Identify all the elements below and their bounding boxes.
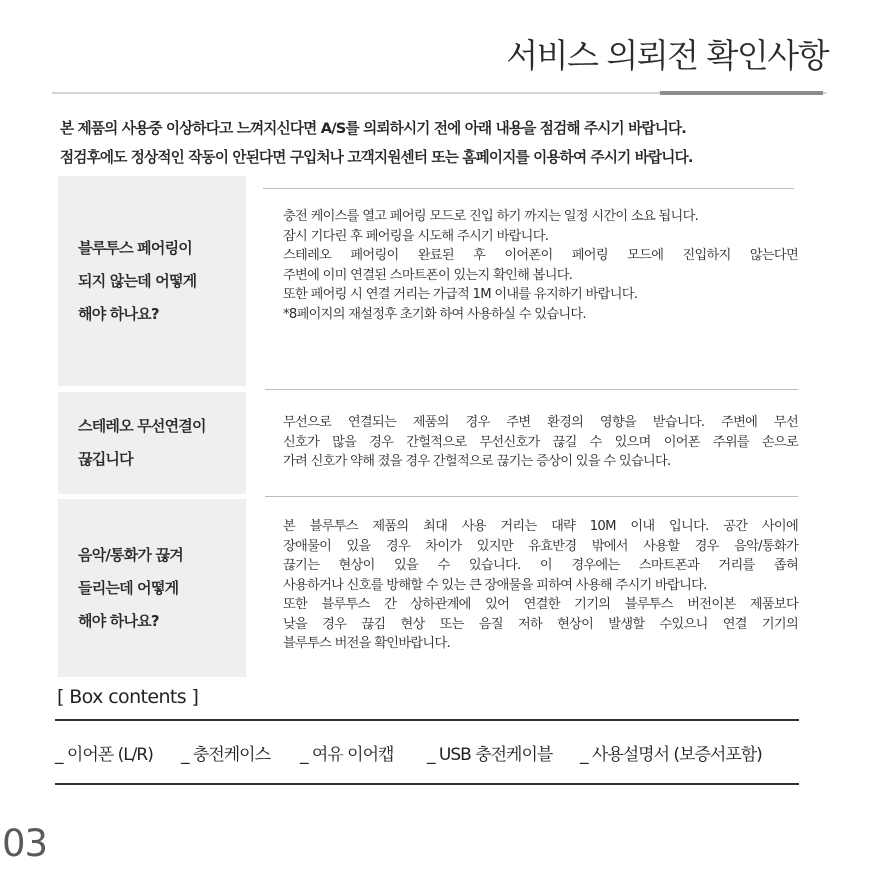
box-item-charging-case: _ 충전케이스 [181,745,271,765]
faq-question-pairing [58,176,246,386]
faq-question-audio [58,499,246,677]
box-item-spare-eartips: _ 여유 이어캡 [300,745,394,765]
answer-line: 끊기는 현상이 있을 수 있습니다. 이 경우에는 스마트폰과 거리를 좁혀 [283,558,798,573]
question-line: 해야 하나요? [78,304,159,323]
answer-divider [265,496,798,497]
question-line: 음악/통화가 끊겨 [78,545,183,564]
question-line: 해야 하나요? [78,611,159,630]
answer-divider [263,188,794,189]
answer-line: 블루투스 버전을 확인바랍니다. [283,636,450,651]
faq-answer-pairing [283,207,798,324]
answer-divider [265,389,798,390]
question-line: 되지 않는데 어떻게 [78,271,197,290]
box-contents-bottom-rule [55,783,799,785]
answer-line: 충전 케이스를 열고 페어링 모드로 진입 하기 까지는 일정 시간이 소요 됩니다. [283,209,699,224]
box-item-earphones: _ 이어폰 (L/R) [55,745,153,765]
question-line: 들리는데 어떻게 [78,578,179,597]
intro-line: 점검후에도 정상적인 작동이 안된다면 구입처나 고객지원센터 또는 홈페이지를 이용하여 주시기 바랍니다. [60,149,693,166]
box-item-manual: _ 사용설명서 (보증서포함) [580,745,762,765]
box-contents-list [55,740,799,768]
answer-line: *8페이지의 재설정후 초기화 하여 사용하실 수 있습니다. [283,306,586,322]
answer-line: 장애물이 있을 경우 차이가 있지만 유효반경 밖에서 사용할 경우 음악/통화가 [283,538,798,554]
answer-line: 신호가 많을 경우 간헐적으로 무선신호가 끊길 수 있으며 이어폰 주위를 손으로 [283,434,798,450]
intro-line: 본 제품의 사용중 이상하다고 느껴지신다면 A/S를 의뢰하시기 전에 아래 내용을 점검해 주시기 바랍니다. [60,120,687,137]
title-divider-accent [660,91,823,95]
answer-line: 사용하거나 신호를 방해할 수 있는 큰 장애물을 피하여 사용해 주시기 바랍니다. [283,577,707,593]
answer-line: 낮을 경우 끊김 현상 또는 음질 저하 현상이 발생할 수있으니 연결 기기의 [283,616,798,632]
box-contents-title: [ Box contents ] [57,686,199,708]
question-line: 끊깁니다 [78,450,133,468]
answer-line: 또한 페어링 시 연결 거리는 가급적 1M 이내를 유지하기 바랍니다. [283,287,638,302]
answer-line: 가려 신호가 약해 졌을 경우 간헐적으로 끊기는 증상이 있을 수 있습니다. [283,454,671,469]
answer-line: 스테레오 페어링이 완료된 후 이어폰이 페어링 모드에 진입하지 않는다면 [283,248,798,263]
faq-answer-audio [283,517,798,654]
faq-question-stereo [58,392,246,494]
question-line: 블루투스 페어링이 [78,238,192,257]
answer-line: 잠시 기다린 후 페어링을 시도해 주시기 바랍니다. [283,228,549,244]
page-title: 서비스 의뢰전 확인사항 [506,36,828,75]
box-item-usb-cable: _ USB 충전케이블 [427,745,553,765]
intro-text [60,114,820,172]
page-number: 03 [2,822,48,865]
question-line: 스테레오 무선연결이 [78,417,206,435]
box-contents-top-rule [55,719,799,721]
answer-line: 무선으로 연결되는 제품의 경우 주변 환경의 영향을 받습니다. 주변에 무선 [283,415,798,430]
answer-line: 본 블루투스 제품의 최대 사용 거리는 대략 10M 이내 입니다. 공간 사이에 [283,519,798,534]
answer-line: 또한 블루투스 간 상하관계에 있어 연결한 기기의 블루투스 버전이본 제품보다 [283,597,798,612]
answer-line: 주변에 이미 연결된 스마트폰이 있는지 확인해 봅니다. [283,267,573,283]
faq-answer-stereo [283,413,798,472]
